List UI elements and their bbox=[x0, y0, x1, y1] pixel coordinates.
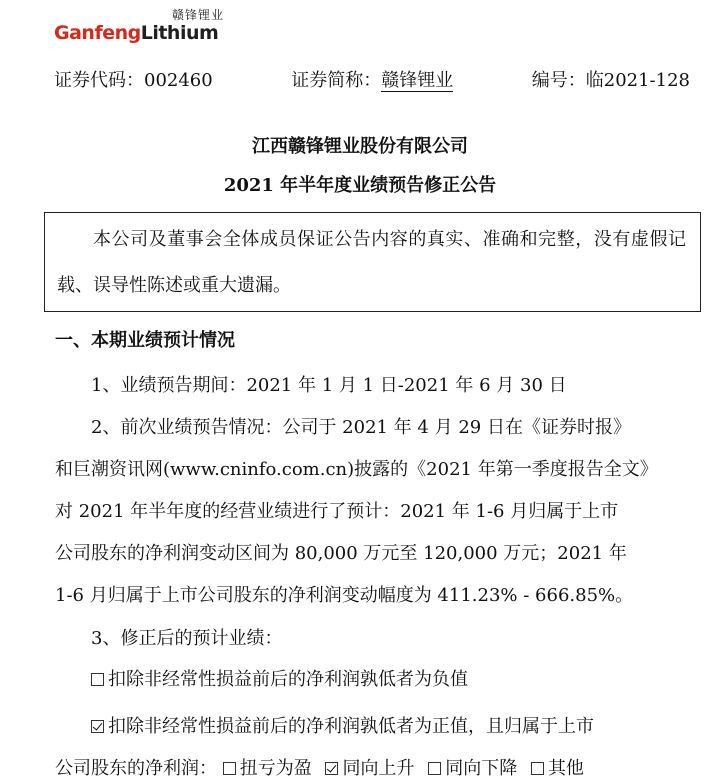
revised-forecast-heading: 3、修正后的预计业绩： bbox=[91, 628, 283, 649]
checkbox-positive bbox=[91, 720, 104, 733]
announcement-title: 2021 年半年度业绩预告修正公告 bbox=[223, 175, 497, 196]
company-name: 江西赣锋锂业股份有限公司 bbox=[252, 136, 468, 157]
option-other-label: 其他 bbox=[547, 758, 584, 779]
option-increase-label: 同向上升 bbox=[342, 758, 415, 779]
security-info-line bbox=[54, 66, 690, 92]
logo-chinese-name: 赣锋锂业 bbox=[171, 8, 224, 22]
option-negative-label: 扣除非经常性损益前后的净利润孰低者为负值 bbox=[108, 669, 468, 690]
net-profit-label: 公司股东的净利润： bbox=[55, 758, 217, 779]
forecast-period: 1、业绩预告期间：2021 年 1 月 1 日-2021 年 6 月 30 日 bbox=[91, 375, 567, 396]
section-heading: 一、本期业绩预计情况 bbox=[55, 330, 235, 351]
logo-en-dark: Lithium bbox=[140, 22, 219, 44]
option-decrease bbox=[428, 758, 517, 779]
previous-forecast-line-2: 和巨潮资讯网(www.cninfo.com.cn)披露的《2021 年第一季度报告全文》 bbox=[55, 459, 658, 480]
logo-en-red: Ganfeng bbox=[54, 22, 141, 44]
option-increase bbox=[325, 758, 414, 779]
option-decrease-label: 同向下降 bbox=[445, 758, 518, 779]
checkbox-negative bbox=[91, 673, 104, 686]
previous-forecast-line-5: 1-6 月归属于上市公司股东的净利润变动幅度为 411.23% - 666.85%。 bbox=[55, 585, 634, 606]
checkbox-decrease bbox=[428, 762, 441, 775]
option-turnaround bbox=[223, 758, 312, 779]
checkbox-other bbox=[531, 762, 544, 775]
short-name-value: 赣锋锂业 bbox=[381, 70, 454, 91]
option-positive bbox=[91, 712, 690, 738]
net-profit-options bbox=[55, 754, 690, 780]
previous-forecast-line-1: 2、前次业绩预告情况：公司于 2021 年 4 月 29 日在《证券时报》 bbox=[91, 417, 631, 438]
security-code: 证券代码：002460 bbox=[54, 70, 213, 91]
short-name-label: 证券简称： bbox=[291, 70, 382, 91]
announcement-number: 编号：临2021-128 bbox=[531, 70, 690, 91]
logo-english-name bbox=[54, 22, 218, 44]
previous-forecast-line-3: 对 2021 年半年度的经营业绩进行了预计：2021 年 1-6 月归属于上市 bbox=[55, 501, 619, 522]
option-positive-label: 扣除非经常性损益前后的净利润孰低者为正值，且归属于上市 bbox=[108, 716, 594, 737]
option-other bbox=[531, 758, 584, 779]
company-logo bbox=[54, 6, 226, 46]
option-negative bbox=[91, 665, 690, 691]
option-turnaround-label: 扭亏为盈 bbox=[239, 758, 312, 779]
security-short-name bbox=[291, 66, 453, 92]
checkbox-turnaround bbox=[223, 762, 236, 775]
board-guarantee-notice: 本公司及董事会全体成员保证公告内容的真实、准确和完整，没有虚假记载、误导性陈述或重大遗漏。 bbox=[44, 212, 701, 312]
previous-forecast-line-4: 公司股东的净利润变动区间为 80,000 万元至 120,000 万元；2021 年 bbox=[55, 543, 627, 564]
checkbox-increase bbox=[325, 762, 338, 775]
